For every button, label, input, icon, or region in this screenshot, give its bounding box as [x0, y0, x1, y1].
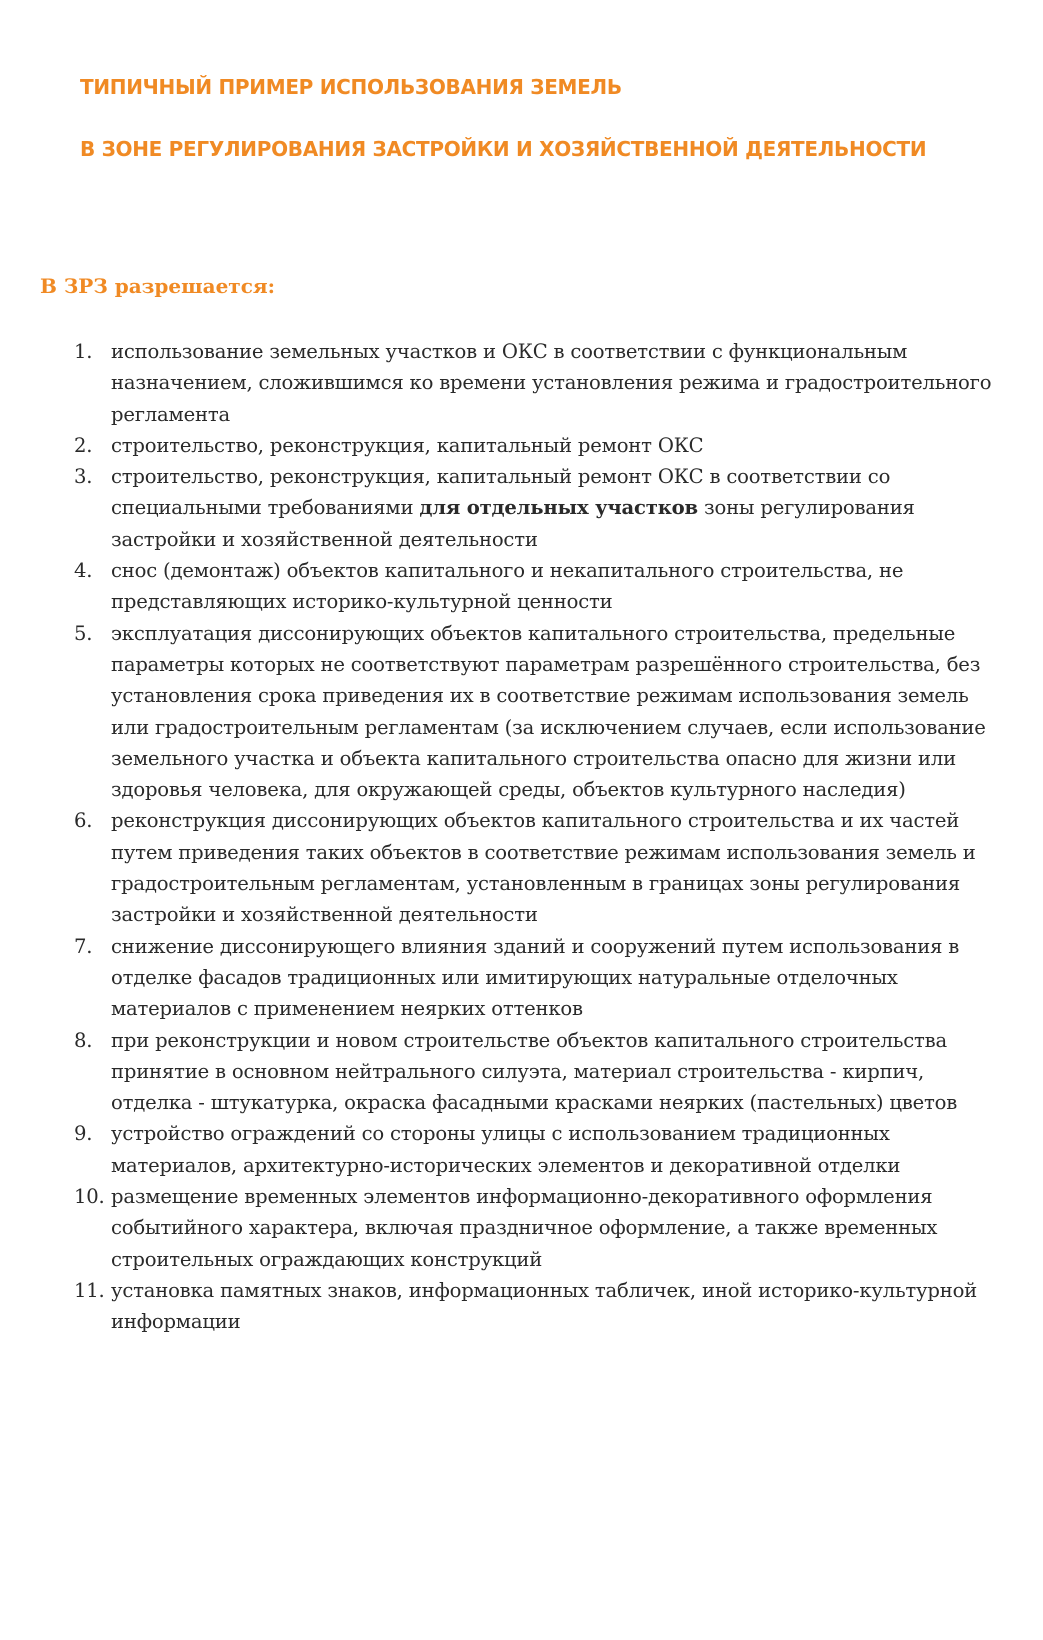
list-item-text: устройство ограждений со стороны улицы с использованием традиционных материалов, архитектурно-исторических элементов и декоративной отделки — [111, 1122, 901, 1177]
list-item-text: строительство, реконструкция, капитальный ремонт ОКС — [111, 433, 704, 457]
list-item-text: установка памятных знаков, информационных табличек, иной историко-культурной информации — [111, 1278, 978, 1334]
list-item — [74, 1275, 1009, 1338]
list-item-text: эксплуатация диссонирующих объектов капитального строительства, предельные параметры которых не соответствуют параметрам разрешённого строительства, без установления срока приведения их в соответствие режимам использования земель или градостроительным регламентам (за исключением случаев, если использование земельного участка и объекта капитального строительства опасно для жизни или здоровья человека, для окружающей среды, объектов культурного наследия) — [111, 621, 986, 802]
list-item-text-part: строительство, реконструкция, капитальный ремонт ОКС в соответствии со специальными требованиями — [111, 465, 891, 520]
allowed-activities-list — [74, 336, 1009, 1338]
list-item — [74, 430, 1009, 461]
list-item-number: 1. — [74, 340, 93, 363]
list-item — [74, 805, 1009, 930]
list-item-number: 2. — [74, 433, 93, 457]
list-item-number: 8. — [74, 1028, 93, 1052]
page-title — [80, 56, 1020, 180]
list-item — [74, 1181, 1009, 1275]
list-item-number: 3. — [74, 465, 93, 489]
page-title-line-2: В ЗОНЕ РЕГУЛИРОВАНИЯ ЗАСТРОЙКИ И ХОЗЯЙСТВЕННОЙ ДЕЯТЕЛЬНОСТИ — [80, 137, 927, 161]
list-item-number: 9. — [74, 1122, 93, 1146]
list-item-number: 10. — [74, 1185, 105, 1209]
list-item-text-bold: для отдельных участков — [419, 496, 698, 520]
list-item — [74, 336, 1009, 430]
list-item — [74, 555, 1009, 618]
list-item-number: 5. — [74, 621, 93, 645]
section-heading: В ЗРЗ разрешается: — [40, 274, 276, 298]
list-item-number: 7. — [74, 934, 93, 958]
list-item-text: размещение временных элементов информационно-декоративного оформления событийного характера, включая праздничное оформление, а также временных строительных ограждающих конструкций — [111, 1185, 938, 1271]
list-item-text: реконструкция диссонирующих объектов капитального строительства и их частей путем приведения таких объектов в соответствие режимам использования земель и градостроительным регламентам, установленным в границах зоны регулирования застройки и хозяйственной деятельности — [111, 809, 976, 927]
page-title-line-1: ТИПИЧНЫЙ ПРИМЕР ИСПОЛЬЗОВАНИЯ ЗЕМЕЛЬ — [80, 75, 622, 99]
list-item-text: снос (демонтаж) объектов капитального и некапитального строительства, не представляющих историко-культурной ценности — [111, 559, 904, 614]
list-item-number: 11. — [74, 1278, 105, 1302]
list-item — [74, 931, 1009, 1025]
list-item — [74, 618, 1009, 806]
list-item-text: снижение диссонирующего влияния зданий и сооружений путем использования в отделке фасадов традиционных или имитирующих натуральные отделочных материалов с применением неярких оттенков — [111, 934, 960, 1021]
list-item — [74, 1025, 1009, 1119]
list-item-text: использование земельных участков и ОКС в соответствии с функциональным назначением, сложившимся ко времени установления режима и градостроительного регламента — [111, 340, 992, 426]
list-item-number: 4. — [74, 559, 93, 583]
list-item — [74, 461, 1009, 555]
list-item-text-part: зоны регулирования застройки и хозяйственной деятельности — [111, 496, 915, 551]
list-item — [74, 1118, 1009, 1181]
list-item-text: при реконструкции и новом строительстве объектов капитального строительства принятие в основном нейтрального силуэта, материал строительства - кирпич, отделка - штукатурка, окраска фасадными красками неярких (пастельных) цветов — [111, 1028, 958, 1115]
list-item-number: 6. — [74, 809, 93, 833]
list-item-text — [111, 465, 915, 551]
